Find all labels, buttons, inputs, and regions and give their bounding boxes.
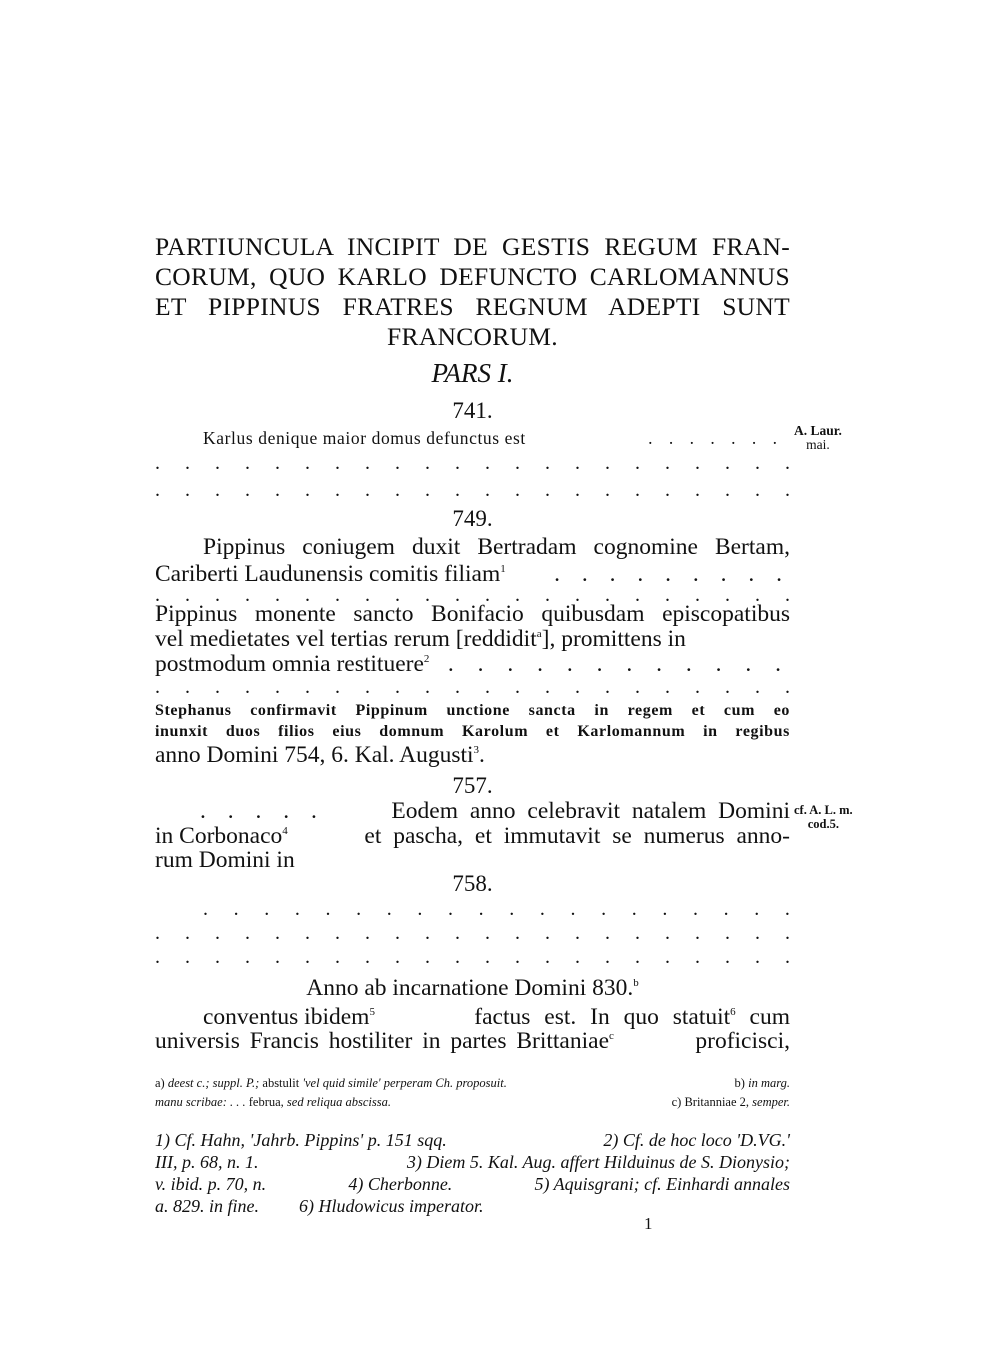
eodem-line1 [200, 797, 790, 825]
stephanus-line3: anno Domini 754, 6. Kal. Augusti$^3$. [155, 742, 485, 768]
year-heading-757: 757. [452, 773, 493, 798]
pars-heading: PARS I. [431, 358, 514, 388]
ellipsis-row: . . . . . . . . . . . . . . . . . . . . . . [155, 676, 790, 698]
footnote-ref: 4 [282, 825, 288, 838]
eodem-text: in Corbonaco [155, 823, 283, 849]
title-line: ET PIPPINUS FRATRES REGNUM ADEPTI SUNT [155, 292, 790, 321]
year-heading-758: 758. [452, 871, 493, 896]
footnote-ref: 5 [369, 1006, 375, 1019]
footnote-text: deest c.; suppl. P.; [167, 1076, 260, 1090]
eodem-text: Eodem anno celebravit natalem Domini [391, 798, 790, 824]
footnote-ref: a [536, 628, 542, 641]
footnote-text: in marg. [748, 1076, 790, 1090]
eodem-line3: rum Domini in [155, 847, 295, 873]
pippinus1-dots: . . . . . . . . . [554, 561, 790, 587]
footnote-row [155, 1129, 790, 1151]
footnote-row [155, 1151, 790, 1173]
title-line: FRANCORUM. [387, 322, 558, 351]
title-line: CORUM, QUO KARLO DEFUNCTO CARLOMANNUS [155, 262, 790, 291]
footnote-text: III, p. 68, n. 1. [155, 1152, 259, 1172]
title-line: PARTIUNCULA INCIPIT DE GESTIS REGUM FRAN- [155, 232, 790, 261]
footnote-row [155, 1195, 790, 1217]
conventus-text: factus est. In quo statuit [474, 1004, 731, 1030]
anno-830-heading [155, 974, 790, 1002]
footnotes-numbers [155, 1129, 790, 1217]
footnote-text: Britanniae 2, [684, 1095, 750, 1109]
conventus-text: cum [749, 1004, 790, 1030]
pippinus1-line1: Pippinus coniugem duxit Bertradam cognomine Bertam, [203, 534, 790, 560]
footnote-ref: c [609, 1030, 614, 1043]
margin-note-line: cod.5. [807, 817, 839, 831]
conventus-text: proficisci, [695, 1028, 790, 1054]
footnotes-letters [155, 1074, 790, 1112]
footnote-label: a) [155, 1076, 165, 1090]
stephanus-line1: Stephanus confirmavit Pippinum unctione sancta in regem et cum eo [155, 702, 790, 719]
eodem-dots: . . . . . [200, 798, 325, 824]
footnote-text: februa, [248, 1095, 284, 1109]
pippinus2-text: postmodum omnia restituere [155, 651, 424, 677]
pippinus2-line3 [155, 650, 790, 678]
ellipsis-row: . . . . . . . . . . . . . . . . . . . . [203, 898, 790, 920]
karlus-text: Karlus denique maior domus defunctus est [203, 428, 526, 448]
footnote-text: abstulit [262, 1076, 300, 1090]
footnote-text: 'vel quid simile' perperam Ch. proposuit. [302, 1076, 507, 1090]
pippinus2-dots: . . . . . . . . . . . . [447, 651, 790, 677]
ellipsis-row: . . . . . . . . . . . . . . . . . . . . . . [155, 452, 790, 474]
margin-note-alm [794, 803, 853, 831]
stephanus-line2: inunxit duos filios eius domnum Karolum et Karlomannum in regibus [155, 723, 790, 740]
ellipsis-row: . . . . . . . . . . . . . . . . . . . . . . [155, 584, 790, 606]
footnote-text: 6) Hludowicus imperator. [299, 1196, 484, 1216]
footnote-text: 1) Cf. Hahn, 'Jahrb. Pippins' p. 151 sqq. [155, 1130, 447, 1150]
footnote-text: 5) Aquisgrani; cf. Einhardi annales [534, 1174, 790, 1194]
footnote-label: b) [734, 1076, 745, 1090]
footnote-ref: 3 [473, 744, 480, 757]
footnote-ref: 1 [500, 563, 506, 576]
conventus-line2 [155, 1027, 790, 1055]
ellipsis-row: . . . . . . . . . . . . . . . . . . . . . . [155, 479, 790, 501]
year-heading-741: 741. [452, 398, 493, 423]
pippinus2-text: ], promittens in [541, 626, 686, 652]
year-heading-749: 749. [452, 506, 493, 531]
pippinus2-text: vel medietates vel tertias rerum [reddidit [155, 626, 537, 652]
footnote-row [155, 1074, 790, 1093]
footnote-text: semper. [752, 1095, 790, 1109]
karlus-dots: . . . . . . . [648, 428, 783, 448]
ellipsis-row: . . . . . . . . . . . . . . . . . . . . . . [155, 922, 790, 944]
footnote-row [155, 1093, 790, 1112]
footnote-ref: b [633, 977, 639, 990]
stephanus-text: anno Domini 754, 6. Kal. Augusti [155, 742, 474, 768]
pippinus2-line1: Pippinus monente sancto Bonifacio quibusdam episcopatibus [155, 601, 790, 627]
footnote-label: c) [671, 1095, 682, 1109]
eodem-text: et pascha, et immutavit se numerus anno- [364, 823, 790, 849]
margin-note-line: mai. [806, 437, 830, 452]
footnote-text: 3) Diem 5. Kal. Aug. affert Hilduinus de S. Dionysio; [406, 1152, 790, 1172]
footnote-text: a. 829. in fine. [155, 1196, 259, 1216]
footnote-text: 4) Cherbonne. [348, 1174, 453, 1194]
ellipsis-row: . . . . . . . . . . . . . . . . . . . . . . [155, 946, 790, 968]
margin-note-line: cf. A. L. m. [794, 803, 853, 817]
pippinus2-line2 [155, 625, 790, 653]
page-number: 1 [644, 1214, 653, 1233]
footnote-text: manu scribae: . . . [155, 1095, 246, 1109]
footnote-text: v. ibid. p. 70, n. [155, 1174, 267, 1194]
karlus-line [203, 428, 783, 449]
chapter-title [155, 232, 790, 352]
anno-830-text: Anno ab incarnatione Domini 830. [306, 975, 634, 1001]
pippinus1-text: Cariberti Laudunensis comitis filiam [155, 561, 501, 587]
conventus-text: conventus ibidem [203, 1004, 370, 1030]
margin-note-line: A. Laur. [794, 423, 842, 438]
footnote-row [155, 1173, 790, 1195]
footnote-text: 2) Cf. de hoc loco 'D.VG.' [603, 1130, 790, 1150]
conventus-text: universis Francis hostiliter in partes Brittaniae [155, 1028, 610, 1054]
footnote-text: sed reliqua abscissa. [286, 1095, 391, 1109]
margin-note-laur [794, 424, 842, 452]
footnote-ref: 6 [730, 1006, 736, 1019]
footnote-ref: 2 [423, 653, 430, 666]
